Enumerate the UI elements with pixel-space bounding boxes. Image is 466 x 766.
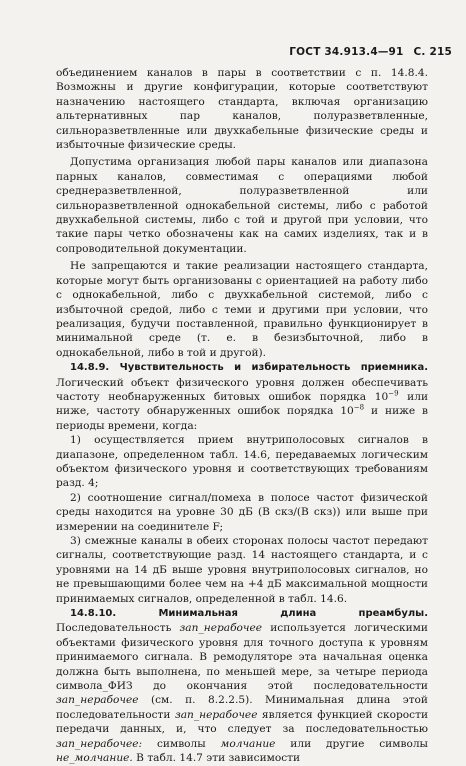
paragraph-implementations: Не запрещаются и такие реализации настоящего стандарта, которые могут быть организованы с ориентацией на работу либо с однокабельной, либо с двухкабельной системой, либо с избыточной средой, либо с теми и другими при условии, что реализация, будучи поставленной, правильно функционирует в минимальной среде (т. е. в безизбыточной, либо в однокабельной, либо в той и другой).	[56, 260, 428, 359]
list-item-2: 2) соотношение сигнал/помеха в полосе частот физической среды находится на уровне 30 дБ (В скз/(В скз)) или выше при измерении на соединителе F;	[56, 491, 428, 533]
term: зап_нерабочее	[56, 694, 139, 707]
term: молчание	[220, 737, 276, 750]
section-14-8-10: 14.8.10. Минимальная длина преамбулы. Последовательность зап_нерабочее используется логическими объектами физического уровня для точного доступа к уровням принимаемого сигнала. В ремодуляторе эта начальная оценка должна быть выполнена, по меньшей мере, за четыре периода символа_ФИЗ до окончания этой последовательности зап_нерабочее (см. п. 8.2.2.5). Минимальная длина этой последовательности зап_нерабочее является функцией скорости передачи данных, и, что следует за последовательностью зап_нерабочее: символы молчание или другие символы не_молчание. В табл. 14.7 эти зависимости	[56, 608, 429, 765]
section-14-8-9: 14.8.9. Чувствительность и избирательность приемника. Логический объект физического уровня должен обеспечивать частоту необнаруженных битовых ошибок порядка $10^{-9}$ или ниже, частоту обнаруженных ошибок порядка $10^{-8}$ и ниже в периоды времени, когда:	[56, 362, 429, 432]
paragraph-channel-pairs: Допустима организация любой пары каналов или диапазона парных каналов, совместимая с операциями любой среднеразветвленной, полуразветвленной или сильноразветвленной однокабельной системы, либо с работой двухкабельной системы, либо с той и другой при условии, что такие пары четко обозначены как на самих изделиях, так и в сопроводительной документации.	[56, 156, 428, 255]
term: зап_нерабочее	[174, 708, 258, 721]
list-item-3: 3) смежные каналы в обеих сторонах полосы частот передают сигналы, соответствующие разд. 14 настоящего стандарта, и с уровнями на 14 дБ выше уровня внутриполосовых сигналов, но не превышающими более чем на +4 дБ максимальной мощности принимаемых сигналов, определенной в табл. 14.6.	[56, 535, 428, 605]
section-heading: 14.8.9. Чувствительность и избирательность приемника.	[70, 362, 428, 374]
term: не_молчание.	[56, 752, 133, 765]
exponent: −9	[388, 389, 399, 398]
page-header	[289, 46, 452, 58]
term: зап_нерабочее:	[56, 737, 143, 750]
standard-number: ГОСТ 34.913.4—91	[289, 46, 404, 58]
paragraph-continuation: объединением каналов в пары в соответствии с п. 14.8.4. Возможны и другие конфигурации, которые соответствуют назначению настоящего стандарта, включая организацию альтернативных пар каналов, полуразветвленные, сильноразветвленные или двухкабельные физические среды и избыточные физические среды.	[56, 67, 428, 152]
term: зап_нерабочее	[179, 622, 263, 635]
list-item-1: 1) осуществляется прием внутриполосовых сигналов в диапазоне, определенном табл. 14.6, передаваемых логическим объектом физического уровня и соответствующих требованиям разд. 4;	[56, 434, 428, 490]
exponent: −8	[353, 403, 365, 412]
page-number: С. 215	[413, 46, 452, 58]
section-heading: 14.8.10. Минимальная длина преамбулы.	[70, 608, 428, 620]
